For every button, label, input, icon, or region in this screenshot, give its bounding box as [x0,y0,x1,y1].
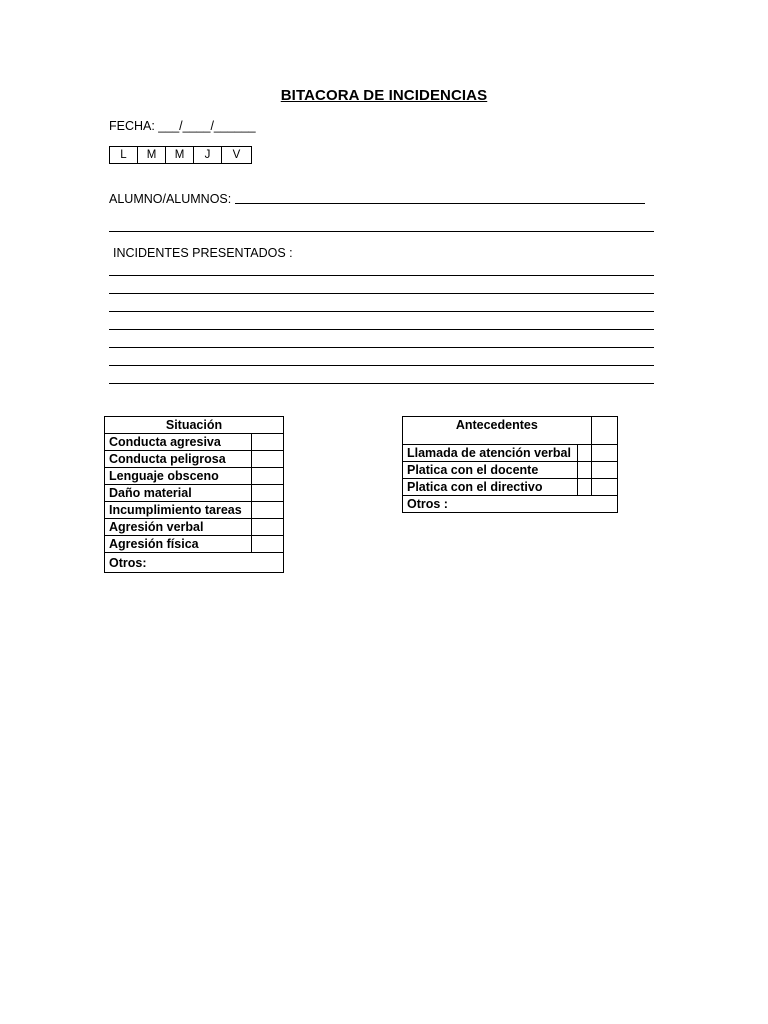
antecedentes-item: Llamada de atención verbal [403,445,578,462]
situacion-item: Agresión verbal [105,519,252,536]
alumno-fill-line[interactable] [235,191,645,204]
situacion-checkbox[interactable] [251,434,283,451]
antecedentes-header-checkbox[interactable] [591,417,617,445]
situacion-otros[interactable]: Otros: [105,553,284,573]
situacion-checkbox[interactable] [251,502,283,519]
situacion-item: Incumplimiento tareas [105,502,252,519]
weekday-j[interactable]: J [194,147,222,163]
table-row [403,445,618,462]
table-row [105,519,284,536]
table-row [105,485,284,502]
situacion-checkbox[interactable] [251,451,283,468]
incidentes-line[interactable] [109,275,654,276]
table-row [105,536,284,553]
incidentes-line[interactable] [109,311,654,312]
situacion-checkbox[interactable] [251,468,283,485]
situacion-checkbox[interactable] [251,519,283,536]
antecedentes-checkbox[interactable] [577,445,591,462]
incidentes-line[interactable] [109,383,654,384]
situacion-item: Lenguaje obsceno [105,468,252,485]
incidentes-line[interactable] [109,347,654,348]
incidentes-line[interactable] [109,293,654,294]
table-row [105,434,284,451]
antecedentes-item: Platica con el docente [403,462,578,479]
situacion-header: Situación [105,417,284,434]
antecedentes-checkbox[interactable] [591,479,617,496]
situacion-item: Daño material [105,485,252,502]
antecedentes-header: Antecedentes [403,417,592,445]
table-row [105,468,284,485]
incidentes-label: INCIDENTES PRESENTADOS : [113,246,293,260]
incidentes-line[interactable] [109,329,654,330]
situacion-table [104,416,284,573]
antecedentes-otros[interactable]: Otros : [403,496,618,513]
incidentes-line[interactable] [109,365,654,366]
alumno-line-2[interactable] [109,231,654,232]
situacion-item: Agresión física [105,536,252,553]
table-row [105,502,284,519]
weekday-m1[interactable]: M [138,147,166,163]
weekday-l[interactable]: L [110,147,138,163]
alumno-row [109,191,645,206]
fecha-field[interactable]: FECHA: ___/____/______ [109,119,256,133]
weekday-m2[interactable]: M [166,147,194,163]
antecedentes-checkbox[interactable] [577,479,591,496]
antecedentes-table [402,416,618,513]
table-row [403,496,618,513]
antecedentes-checkbox[interactable] [591,445,617,462]
table-row [105,451,284,468]
situacion-item: Conducta peligrosa [105,451,252,468]
alumno-label: ALUMNO/ALUMNOS: [109,192,232,206]
antecedentes-checkbox[interactable] [577,462,591,479]
table-row [105,553,284,573]
weekday-v[interactable]: V [232,149,241,161]
situacion-checkbox[interactable] [251,536,283,553]
antecedentes-checkbox[interactable] [591,462,617,479]
weekday-selector [109,146,252,164]
document-title: BITACORA DE INCIDENCIAS [280,87,488,104]
table-row [403,479,618,496]
situacion-checkbox[interactable] [251,485,283,502]
situacion-item: Conducta agresiva [105,434,252,451]
table-row [403,462,618,479]
antecedentes-item: Platica con el directivo [403,479,578,496]
